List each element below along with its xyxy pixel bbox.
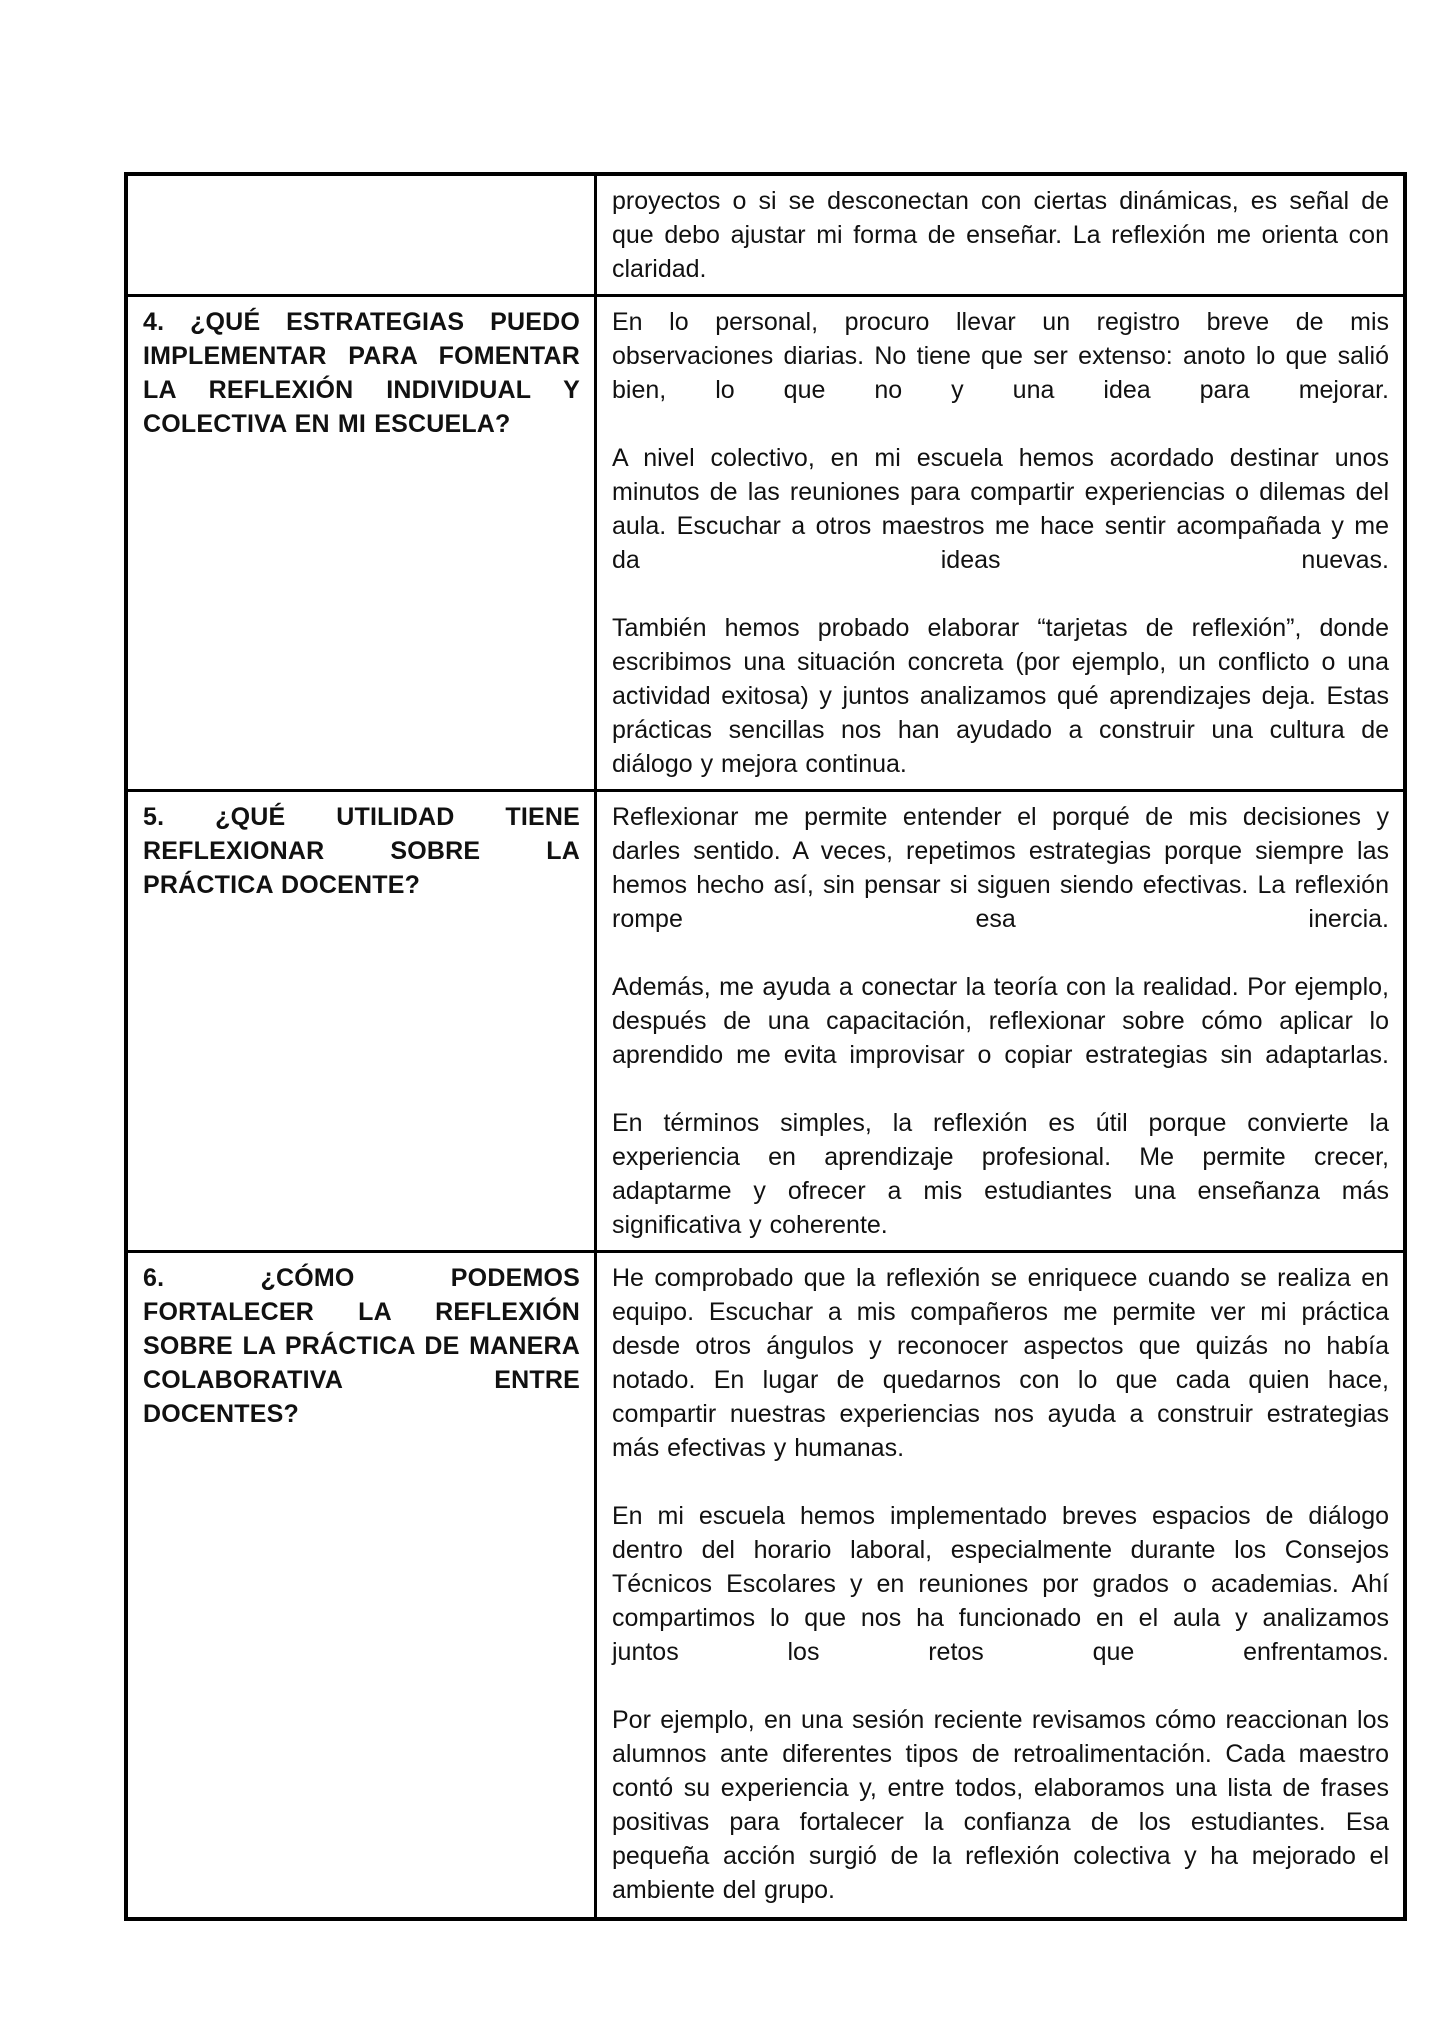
question-text: 5. ¿QUÉ UTILIDAD TIENE REFLEXIONAR SOBRE LA PRÁCTICA DOCENTE? (143, 803, 580, 899)
question-cell (126, 296, 596, 791)
answer-paragraph: En lo personal, procuro llevar un registro breve de mis observaciones diarias. No tiene que ser extenso: anoto lo que salió bien, lo que no y una idea para mejorar. (612, 308, 1389, 404)
answer-cell (596, 296, 1406, 791)
answer-paragraph: A nivel colectivo, en mi escuela hemos acordado destinar unos minutos de las reuniones para compartir experiencias o dilemas del aula. Escuchar a otros maestros me hace sentir acompañada y me da ideas nuevas. (612, 444, 1389, 574)
answer-cell (596, 791, 1406, 1252)
question-text: 6. ¿CÓMO PODEMOS FORTALECER LA REFLEXIÓN SOBRE LA PRÁCTICA DE MANERA COLABORATIVA ENTRE DOCENTES? (143, 1264, 580, 1428)
answer-paragraph: También hemos probado elaborar “tarjetas de reflexión”, donde escribimos una situación concreta (por ejemplo, un conflicto o una actividad exitosa) y juntos analizamos qué aprendizajes deja. Estas prácticas sencillas nos han ayudado a construir una cultura de diálogo y mejora continua. (612, 614, 1389, 778)
question-answer-table (124, 172, 1407, 1921)
answer-paragraph: proyectos o si se desconectan con ciertas dinámicas, es señal de que debo ajustar mi forma de enseñar. La reflexión me orienta con claridad. (612, 187, 1389, 283)
answer-paragraph: En mi escuela hemos implementado breves espacios de diálogo dentro del horario laboral, especialmente durante los Consejos Técnicos Escolares y en reuniones por grados o academias. Ahí compartimos lo que nos ha funcionado en el aula y analizamos juntos los retos que enfrentamos. (612, 1502, 1389, 1666)
table-row (126, 791, 1405, 1252)
question-text: 4. ¿QUÉ ESTRATEGIAS PUEDO IMPLEMENTAR PARA FOMENTAR LA REFLEXIÓN INDIVIDUAL Y COLECTIVA EN MI ESCUELA? (143, 308, 580, 438)
answer-paragraph: Además, me ayuda a conectar la teoría con la realidad. Por ejemplo, después de una capacitación, reflexionar sobre cómo aplicar lo aprendido me evita improvisar o copiar estrategias sin adaptarlas. (612, 973, 1389, 1069)
question-cell (126, 1252, 596, 1920)
question-cell-empty (126, 174, 596, 296)
answer-paragraph: Por ejemplo, en una sesión reciente revisamos cómo reaccionan los alumnos ante diferentes tipos de retroalimentación. Cada maestro contó su experiencia y, entre todos, elaboramos una lista de frases positivas para fortalecer la confianza de los estudiantes. Esa pequeña acción surgió de la reflexión colectiva y ha mejorado el ambiente del grupo. (612, 1706, 1389, 1904)
table-row (126, 174, 1405, 296)
table-row (126, 296, 1405, 791)
question-cell (126, 791, 596, 1252)
answer-paragraph: He comprobado que la reflexión se enriquece cuando se realiza en equipo. Escuchar a mis compañeros me permite ver mi práctica desde otros ángulos y reconocer aspectos que quizás no había notado. En lugar de quedarnos con lo que cada quien hace, compartir nuestras experiencias nos ayuda a construir estrategias más efectivas y humanas. (612, 1264, 1389, 1462)
answer-paragraph: Reflexionar me permite entender el porqué de mis decisiones y darles sentido. A veces, repetimos estrategias porque siempre las hemos hecho así, sin pensar si siguen siendo efectivas. La reflexión rompe esa inercia. (612, 803, 1389, 933)
table-row (126, 1252, 1405, 1920)
answer-paragraph: En términos simples, la reflexión es útil porque convierte la experiencia en aprendizaje profesional. Me permite crecer, adaptarme y ofrecer a mis estudiantes una enseñanza más significativa y coherente. (612, 1109, 1389, 1239)
answer-cell (596, 174, 1406, 296)
answer-cell (596, 1252, 1406, 1920)
